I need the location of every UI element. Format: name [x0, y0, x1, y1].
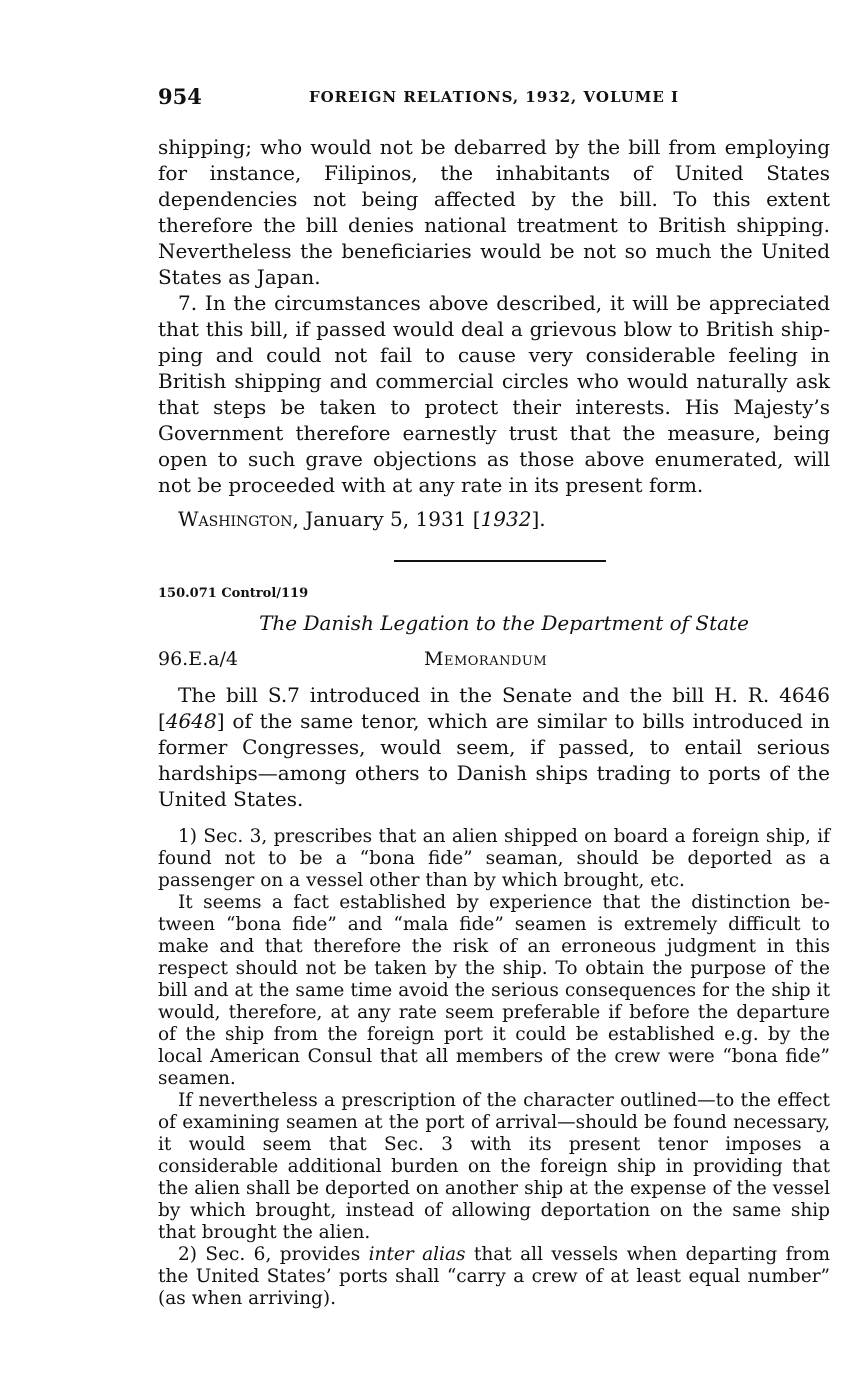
continuation-paragraph: shipping; who would not be debarred by the bill from employing for instance, Filipinos, the inhabitants of United States dependencies not being affected by the bill. To this extent therefore the bill denies national treatment to British shipping. Nevertheless the beneficiaries would be not so much the United States as Japan. — [158, 135, 830, 289]
memo-point-1-comment-a: It seems a fact established by experience that the distinction between “bona fide” and “mala fide” seamen is extremely difficult to make and that therefore the risk of an erroneous judgment in this respect should not be taken by the ship. To obtain the purpose of the bill and at the same time avoid the serious consequences for the ship it would, therefore, at any rate seem preferable if before the departure of the ship from the foreign port it could be established e.g. by the local American Consul that all members of the crew were “bona fide” seamen. — [158, 892, 830, 1089]
point-2-before: 2) Sec. 6, provides — [178, 1244, 369, 1265]
point-2-italic: inter alias — [368, 1244, 466, 1265]
intro-before: The bill S.7 introduced in the Senate and the bill H. R. 4646 [ — [158, 683, 830, 733]
dateline-date: , January 5, 1931 [ — [292, 507, 481, 531]
memo-heading-row — [158, 646, 830, 676]
page-header — [158, 84, 830, 118]
memo-point-1-comment-b: If nevertheless a prescription of the character outlined—to the effect of examining seamen at the port of arrival—should be found necessary, it would seem that Sec. 3 with its present tenor imposes a considerable additional burden on the foreign ship in providing that the alien shall be deported on another ship at the expense of the vessel by which brought, instead of allowing deportation on the same ship that brought the alien. — [158, 1090, 830, 1243]
intro-after: ] of the same tenor, which are similar to bills introduced in former Congresses, would seem, if passed, to entail serious hardships—among others to Danish ships trading to ports of the United States. — [158, 709, 830, 811]
memo-point-2 — [158, 1244, 830, 1310]
dateline — [178, 506, 830, 532]
document-page — [158, 84, 830, 1310]
document-title: The Danish Legation to the Department of State — [259, 611, 749, 635]
memo-intro-paragraph — [158, 682, 830, 812]
file-number: 150.071 Control/119 — [158, 586, 309, 601]
intro-correction: 4648 — [165, 709, 217, 733]
memo-point-1: 1) Sec. 3, prescribes that an alien shipped on board a foreign ship, if found not to be a “bona fide” seaman, should be deported as a passenger on a vessel other than by which brought, etc. — [158, 826, 830, 891]
point-2-after: that all vessels when departing from the United States’ ports shall “carry a crew of at least equal number” (as when arriving). — [158, 1244, 830, 1309]
dateline-end: ]. — [531, 507, 546, 531]
dateline-place: Washington — [178, 507, 293, 531]
paragraph-7: 7. In the circumstances above described, it will be appreciated that this bill, if passed would deal a grievous blow to British shipping and could not fail to cause very considerable feeling in British shipping and commercial circles who would naturally ask that steps be taken to protect their interests. His Majesty’s Government therefore earnestly trust that the measure, being open to such grave objections as those above enumerated, will not be proceeded with at any rate in its present form. — [158, 291, 830, 497]
memorandum-label: Memorandum — [424, 648, 548, 670]
section-divider — [394, 560, 606, 562]
document-reference: 96.E.a/4 — [158, 648, 238, 670]
page-number: 954 — [158, 84, 202, 109]
dateline-corrected-year: 1932 — [480, 507, 532, 531]
running-head: FOREIGN RELATIONS, 1932, VOLUME I — [308, 88, 680, 106]
